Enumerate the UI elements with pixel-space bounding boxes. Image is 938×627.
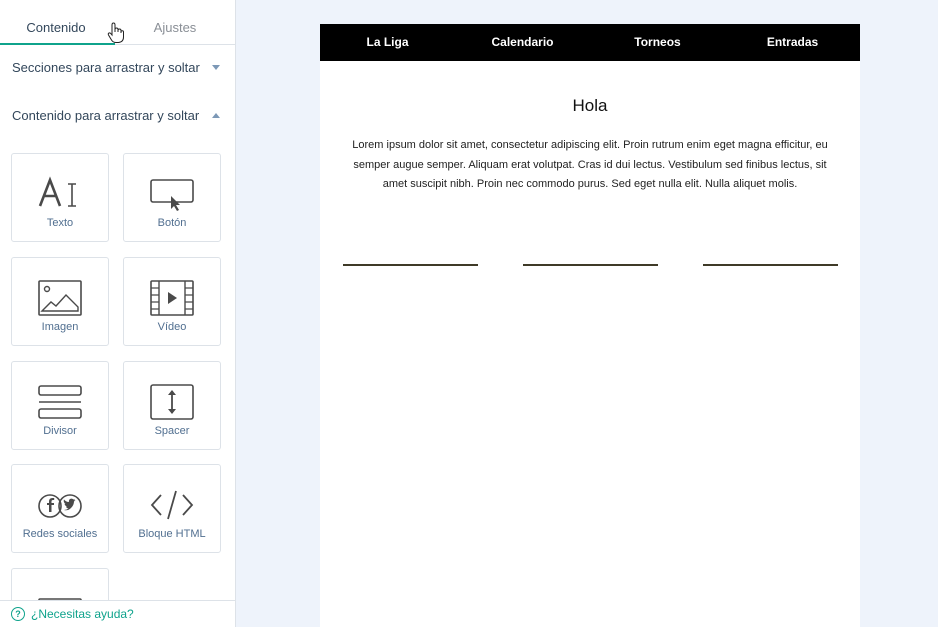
module-label: Bloque HTML xyxy=(138,528,206,540)
email-navbar[interactable] xyxy=(320,24,860,61)
module-label: Spacer xyxy=(154,425,190,437)
video-icon xyxy=(124,278,220,324)
section-drag-sections[interactable] xyxy=(0,43,235,91)
chevron-down-icon xyxy=(212,65,220,70)
section-drag-sections-label: Secciones para arrastrar y soltar xyxy=(12,59,200,75)
module-tile-texto[interactable] xyxy=(11,153,109,242)
chevron-up-icon xyxy=(212,113,220,118)
nav-link-la-liga[interactable]: La Liga xyxy=(366,35,409,49)
image-icon xyxy=(12,278,108,324)
nav-link-entradas[interactable]: Entradas xyxy=(766,35,819,49)
module-label: Imagen xyxy=(41,321,79,333)
section-drag-content[interactable] xyxy=(0,91,235,139)
help-link[interactable] xyxy=(0,600,235,627)
module-label: Botón xyxy=(157,217,187,229)
help-icon: ? xyxy=(11,607,25,621)
nav-link-calendario[interactable]: Calendario xyxy=(491,35,554,49)
email-body-text[interactable]: Lorem ipsum dolor sit amet, consectetur adipiscing elit. Proin rutrum enim eget magna efficitur, eu semper augue semper. Aliquam erat volutpat. Cras id dui lectus. Vestibulum sed finibus lectus, sit amet suscipit nibh. Proin nec commodo purus. Sed eget nulla elit. Nulla aliquet molis. xyxy=(352,139,828,190)
module-label: Divisor xyxy=(43,425,77,437)
module-label: Vídeo xyxy=(157,321,187,333)
module-tile-spacer[interactable] xyxy=(123,361,221,450)
module-tile-divisor[interactable] xyxy=(11,361,109,450)
email-divider[interactable] xyxy=(523,264,658,266)
module-label: Redes sociales xyxy=(22,528,98,540)
tab-contenido[interactable]: Contenido xyxy=(26,20,86,35)
module-tile-redes-sociales[interactable] xyxy=(11,464,109,553)
module-tile-imagen[interactable] xyxy=(11,257,109,346)
module-tile-bloque-html[interactable] xyxy=(123,464,221,553)
button-icon xyxy=(124,174,220,220)
sidebar xyxy=(0,0,236,627)
tab-ajustes[interactable]: Ajustes xyxy=(153,20,197,35)
module-tile-boton[interactable] xyxy=(123,153,221,242)
email-divider[interactable] xyxy=(703,264,838,266)
spacer-icon xyxy=(124,382,220,428)
nav-link-torneos[interactable]: Torneos xyxy=(634,35,681,49)
email-canvas[interactable] xyxy=(320,24,860,627)
social-icon xyxy=(12,485,108,531)
email-divider[interactable] xyxy=(343,264,478,266)
text-icon xyxy=(12,174,108,220)
divider-icon xyxy=(12,382,108,428)
module-label: Texto xyxy=(46,217,74,229)
html-icon xyxy=(124,485,220,531)
help-label: ¿Necesitas ayuda? xyxy=(31,607,134,621)
email-heading[interactable]: Hola xyxy=(572,96,608,115)
section-drag-content-label: Contenido para arrastrar y soltar xyxy=(12,107,200,123)
hand-cursor-icon xyxy=(107,22,125,49)
module-tile-video[interactable] xyxy=(123,257,221,346)
